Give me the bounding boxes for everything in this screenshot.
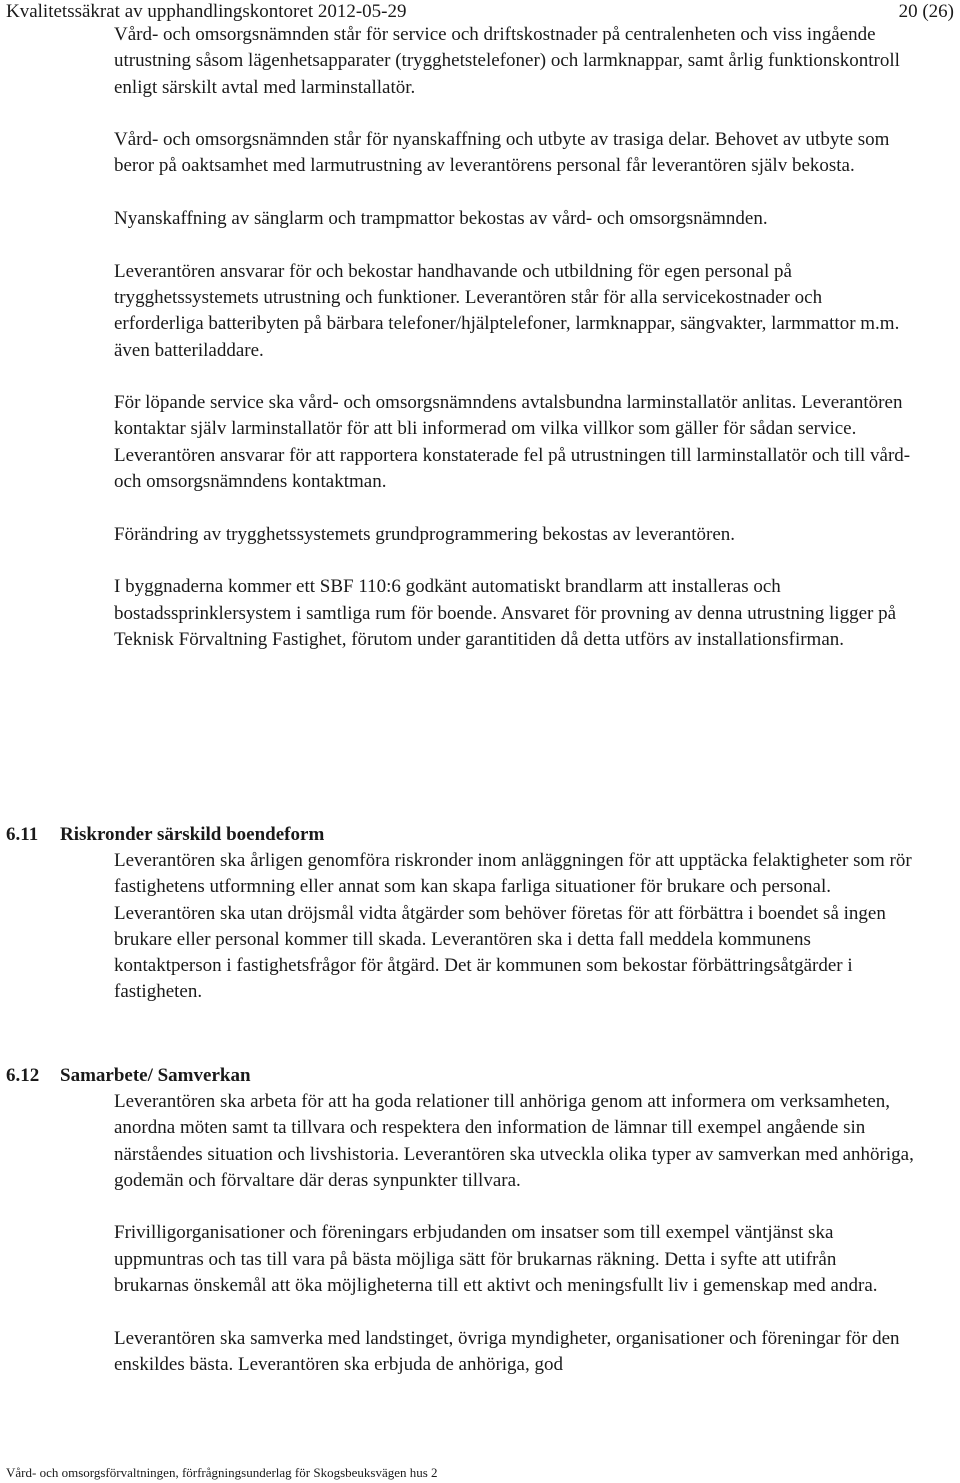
section-heading-6-12 [6, 1063, 251, 1089]
paragraph-volunteer-orgs: Frivilligorganisationer och föreningars erbjudanden om insatser som till exempel väntjänst ska uppmuntras och tas till vara på bästa möjliga sätt för brukarnas räkning. Detta i syfte att utifrån brukarnas önskemål att öka möjligheterna till ett aktivt och meningsfullt liv i gemenskap med andra. [114, 1222, 878, 1297]
section-body-6-11 [114, 848, 914, 1006]
section-title: Riskronder särskild boendeform [60, 824, 325, 845]
document-header: Kvalitetssäkrat av upphandlingskontoret 2012-05-29 [6, 1, 407, 22]
section-heading-6-11 [6, 822, 324, 848]
top-content [114, 22, 914, 653]
paragraph-ongoing-service: För löpande service ska vård- och omsorgsnämndens avtalsbundna larminstallatör anlitas. Leverantören kontaktar själv larminstallatör för att bli informerad om vilka villkor som gäller för sådan service. Leverantören ansvarar för att rapportera konstaterade fel på utrustningen till larminstallatör och till vård- och omsorgsnämndens kontaktman. [114, 392, 911, 493]
paragraph-bed-alarms: Nyanskaffning av sänglarm och trampmattor bekostas av vård- och omsorgsnämnden. [114, 208, 768, 230]
section-number: 6.11 [6, 824, 39, 845]
document-footer: Vård- och omsorgsförvaltningen, förfrågningsunderlag för Skogsbeuksvägen hus 2 [6, 1465, 438, 1480]
paragraph-risk-rounds: Leverantören ska årligen genomföra riskronder inom anläggningen för att upptäcka felaktigheter som rör fastighetens utformning eller annat som kan skapa farliga situationer för brukare och personal. Leverantören ska utan dröjsmål vidta åtgärder som behöver företas för att förbättra i boendet så ingen brukare eller personal kommer till skada. Leverantören ska i detta fall meddela kommunens kontaktperson i fastighetsfrågor för åtgärd. Det är kommunen som bekostar förbättringsåtgärder i fastigheten. [114, 850, 912, 1003]
section-title: Samarbete/ Samverkan [60, 1065, 251, 1086]
page-number: 20 (26) [898, 1, 954, 22]
paragraph-fire-alarm: I byggnaderna kommer ett SBF 110:6 godkänt automatiskt brandlarm att installeras och bostadssprinklersystem i samtliga rum för boende. Ansvaret för provning av denna utrustning ligger på Teknisk Förvaltning Fastighet, förutom under garantitiden då detta utförs av installationsfirman. [114, 576, 897, 650]
paragraph-replacement: Vård- och omsorgsnämnden står för nyanskaffning och utbyte av trasiga delar. Behovet av utbyte som beror på oaktsamhet med larmutrustning av leverantörens personal får leverantören själv bekosta. [114, 129, 890, 177]
paragraph-collaboration: Leverantören ska samverka med landstinget, övriga myndigheter, organisationer och föreningar för den enskildes bästa. Leverantören ska erbjuda de anhöriga, god [114, 1327, 900, 1375]
paragraph-relatives: Leverantören ska arbeta för att ha goda relationer till anhöriga genom att informera om verksamheten, anordna möten samt ta tillvara och respektera den information de lämnar till exempel angående sin närståendes situation och livshistoria. Leverantören ska utveckla olika typer av samverkan med anhöriga, godemän och förvaltare där deras synpunkter tillvara. [114, 1091, 914, 1191]
paragraph-programming: Förändring av trygghetssystemets grundprogrammering bekostas av leverantören. [114, 523, 736, 545]
section-number: 6.12 [6, 1065, 40, 1086]
paragraph-training: Leverantören ansvarar för och bekostar handhavande och utbildning för egen personal på trygghetssystemets utrustning och funktioner. Leverantören står för alla servicekostnader och erforderliga batteribyten på bärbara telefoner/hjälptelefoner, larmknappar, sängvakter, larmmattor m.m. även batteriladdare. [114, 260, 900, 361]
section-body-6-12 [114, 1089, 914, 1378]
paragraph-service-costs: Vård- och omsorgsnämnden står för service och driftskostnader på centralenheten och viss ingående utrustning såsom lägenhetsapparater (trygghetstelefoner) och larmknappar, samt årlig funktionskontroll enligt särskilt avtal med larminstallatör. [114, 24, 900, 98]
